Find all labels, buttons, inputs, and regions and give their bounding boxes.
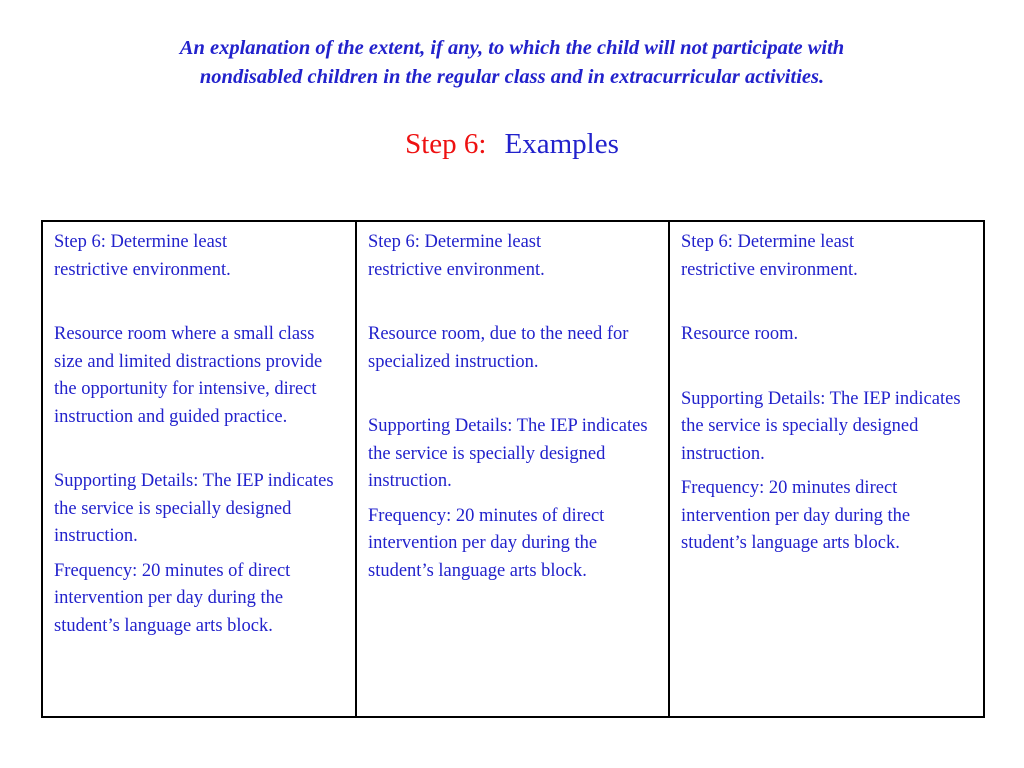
subtitle-line-1: An explanation of the extent, if any, to which the child will not participate with — [179, 37, 845, 59]
frequency-text: Frequency: 20 minutes of direct intervention per day during the student’s language arts block. — [368, 505, 605, 581]
step-text — [368, 229, 658, 284]
frequency-text: Frequency: 20 minutes direct intervention per day during the student’s language arts block. — [681, 478, 911, 553]
examples-table — [41, 220, 985, 718]
subtitle-line-2: nondisabled children in the regular class and in extracurricular activities. — [199, 66, 825, 88]
example-cell-1 — [42, 221, 356, 717]
heading-step: Step 6: — [405, 128, 487, 160]
supporting-details-text: Supporting Details: The IEP indicates the service is specially designed instruction. — [681, 388, 961, 464]
step-line-1: Step 6: Determine least — [54, 232, 228, 252]
supporting-details-text: Supporting Details: The IEP indicates the service is specially designed instruction. — [54, 471, 334, 546]
heading-examples: Examples — [504, 128, 619, 160]
slide-subtitle — [60, 34, 964, 92]
step-line-2: restrictive environment. — [54, 259, 231, 280]
example-cell-3 — [669, 221, 984, 717]
supporting-details-text: Supporting Details: The IEP indicates the service is specially designed instruction. — [368, 416, 648, 491]
setting-text: Resource room where a small class size and limited distractions provide the opportunity for intensive, direct instruction and guided practice. — [54, 324, 323, 427]
step-line-1: Step 6: Determine least — [681, 232, 855, 252]
step-text — [681, 229, 973, 284]
setting-text: Resource room. — [681, 324, 799, 344]
frequency-text: Frequency: 20 minutes of direct intervention per day during the student’s language arts block. — [54, 560, 291, 636]
step-line-2: restrictive environment. — [681, 259, 858, 280]
table-row — [42, 221, 984, 717]
step-line-2: restrictive environment. — [368, 259, 545, 280]
setting-text: Resource room, due to the need for specialized instruction. — [368, 324, 629, 372]
step-line-1: Step 6: Determine least — [368, 232, 542, 252]
slide-heading — [0, 124, 1024, 164]
example-cell-2 — [356, 221, 669, 717]
step-text — [54, 229, 345, 284]
